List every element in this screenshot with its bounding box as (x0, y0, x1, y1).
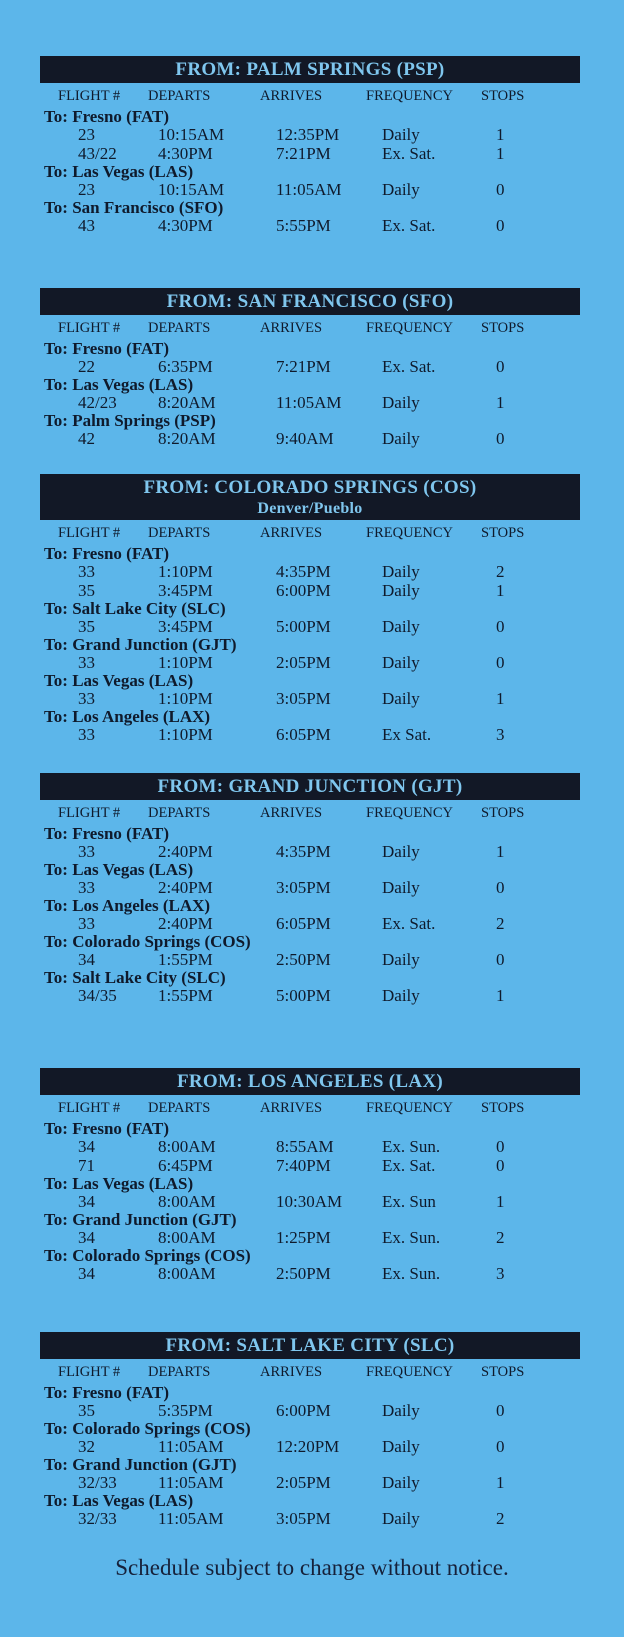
flight-departs: 1:55PM (158, 986, 213, 1005)
flight-frequency: Daily (382, 878, 420, 897)
column-header-stops: STOPS (481, 525, 525, 541)
flight-arrives: 9:40AM (276, 429, 334, 448)
column-header-row (40, 88, 580, 108)
flight-frequency: Daily (382, 429, 420, 448)
flight-stops: 0 (496, 1401, 505, 1420)
schedule-section (40, 56, 580, 235)
flight-arrives: 5:00PM (276, 986, 331, 1005)
flight-departs: 6:45PM (158, 1156, 213, 1175)
schedule-section (40, 1332, 580, 1528)
flight-departs: 11:05AM (158, 1509, 224, 1528)
flight-arrives: 6:05PM (276, 914, 331, 933)
column-header-arrives: ARRIVES (260, 805, 323, 821)
column-header-row (40, 805, 580, 825)
flight-arrives: 7:40PM (276, 1156, 331, 1175)
destination-label: To: Fresno (FAT) (44, 824, 169, 843)
column-header-flight: FLIGHT # (58, 805, 121, 821)
column-header-frequency: FREQUENCY (366, 1364, 454, 1380)
column-header-departs: DEPARTS (148, 320, 211, 336)
section-banner (40, 1332, 580, 1359)
column-header-frequency: FREQUENCY (366, 88, 454, 104)
flight-arrives: 12:20PM (276, 1437, 340, 1456)
flight-stops: 2 (496, 914, 505, 933)
column-header-row (40, 320, 580, 340)
column-header-stops: STOPS (481, 88, 525, 104)
flight-frequency: Ex. Sun. (382, 1228, 441, 1247)
flight-stops: 0 (496, 1156, 505, 1175)
flight-flight: 23 (78, 125, 95, 144)
flight-stops: 0 (496, 429, 505, 448)
section-title: FROM: GRAND JUNCTION (GJT) (157, 776, 463, 797)
flight-row (40, 878, 580, 897)
flight-departs: 11:05AM (158, 1437, 224, 1456)
column-header-row (40, 525, 580, 545)
flight-departs: 8:20AM (158, 393, 216, 412)
flight-departs: 8:00AM (158, 1228, 216, 1247)
flight-departs: 3:45PM (158, 617, 213, 636)
column-header-frequency: FREQUENCY (366, 805, 454, 821)
flight-stops: 0 (496, 617, 505, 636)
flight-departs: 4:30PM (158, 216, 213, 235)
flight-stops: 1 (496, 125, 505, 144)
flight-frequency: Daily (382, 950, 420, 969)
column-header-departs: DEPARTS (148, 525, 211, 541)
flight-flight: 33 (78, 562, 95, 581)
flight-departs: 10:15AM (158, 125, 225, 144)
flight-frequency: Daily (382, 581, 420, 600)
flight-flight: 32 (78, 1437, 95, 1456)
section-title: FROM: SAN FRANCISCO (SFO) (166, 291, 454, 312)
flight-stops: 0 (496, 653, 505, 672)
flight-row (40, 144, 580, 163)
flight-flight: 33 (78, 725, 95, 744)
flight-stops: 1 (496, 144, 505, 163)
flight-arrives: 7:21PM (276, 357, 331, 376)
destination-label: To: Las Vegas (LAS) (44, 162, 194, 181)
destination-label: To: Fresno (FAT) (44, 544, 169, 563)
flight-flight: 71 (78, 1156, 95, 1175)
flight-frequency: Daily (382, 653, 420, 672)
column-header-row (40, 1100, 580, 1120)
flight-frequency: Ex. Sat. (382, 144, 436, 163)
column-header-frequency: FREQUENCY (366, 320, 454, 336)
flight-frequency: Ex. Sat. (382, 914, 436, 933)
flight-arrives: 3:05PM (276, 1509, 331, 1528)
flight-arrives: 2:05PM (276, 1473, 331, 1492)
flight-arrives: 7:21PM (276, 144, 331, 163)
column-header-row (40, 1364, 580, 1384)
flight-arrives: 10:30AM (276, 1192, 343, 1211)
flight-flight: 43 (78, 216, 95, 235)
flight-frequency: Daily (382, 689, 420, 708)
flight-row (40, 1264, 580, 1283)
flight-arrives: 8:55AM (276, 1137, 334, 1156)
flight-departs: 8:20AM (158, 429, 216, 448)
flight-flight: 42 (78, 429, 95, 448)
flight-stops: 2 (496, 562, 505, 581)
flight-frequency: Ex. Sat. (382, 1156, 436, 1175)
flight-arrives: 3:05PM (276, 689, 331, 708)
destination-label: To: Fresno (FAT) (44, 339, 169, 358)
flight-departs: 6:35PM (158, 357, 213, 376)
destination-label: To: San Francisco (SFO) (44, 198, 224, 217)
destination-label: To: Las Vegas (LAS) (44, 1174, 194, 1193)
destination-label: To: Grand Junction (GJT) (44, 1455, 237, 1474)
flight-row (40, 581, 580, 600)
schedule-section (40, 288, 580, 448)
flight-frequency: Ex. Sun (382, 1192, 436, 1211)
flight-stops: 1 (496, 986, 505, 1005)
destination-label: To: Salt Lake City (SLC) (44, 968, 226, 987)
section-banner (40, 773, 580, 800)
destination-label: To: Salt Lake City (SLC) (44, 599, 226, 618)
destination-label: To: Fresno (FAT) (44, 107, 169, 126)
flight-departs: 2:40PM (158, 878, 213, 897)
flight-arrives: 6:00PM (276, 581, 331, 600)
flight-arrives: 2:50PM (276, 1264, 331, 1283)
column-header-departs: DEPARTS (148, 88, 211, 104)
flight-frequency: Daily (382, 617, 420, 636)
flight-row (40, 689, 580, 708)
flight-flight: 33 (78, 689, 95, 708)
flight-frequency: Daily (382, 180, 420, 199)
flight-departs: 1:10PM (158, 562, 213, 581)
column-header-departs: DEPARTS (148, 805, 211, 821)
schedule-section (40, 474, 580, 744)
flight-stops: 2 (496, 1509, 505, 1528)
flight-row (40, 1192, 580, 1211)
flight-arrives: 12:35PM (276, 125, 340, 144)
column-header-flight: FLIGHT # (58, 525, 121, 541)
flight-departs: 8:00AM (158, 1192, 216, 1211)
flight-departs: 2:40PM (158, 842, 213, 861)
flight-arrives: 6:05PM (276, 725, 331, 744)
flight-flight: 34 (78, 950, 95, 969)
destination-label: To: Fresno (FAT) (44, 1383, 169, 1402)
flight-frequency: Ex. Sat. (382, 216, 436, 235)
flight-row (40, 180, 580, 199)
column-header-stops: STOPS (481, 1100, 525, 1116)
flight-arrives: 1:25PM (276, 1228, 331, 1247)
section-title: FROM: SALT LAKE CITY (SLC) (165, 1335, 455, 1356)
column-header-stops: STOPS (481, 320, 525, 336)
flight-frequency: Daily (382, 393, 420, 412)
flight-flight: 33 (78, 653, 95, 672)
column-header-departs: DEPARTS (148, 1364, 211, 1380)
flight-row (40, 125, 580, 144)
flight-row (40, 617, 580, 636)
flight-frequency: Ex Sat. (382, 725, 432, 744)
flight-row (40, 1228, 580, 1247)
destination-label: To: Colorado Springs (COS) (44, 932, 251, 951)
flight-row (40, 216, 580, 235)
flight-frequency: Daily (382, 1401, 420, 1420)
flight-departs: 8:00AM (158, 1264, 216, 1283)
destination-label: To: Las Vegas (LAS) (44, 1491, 194, 1510)
flight-flight: 22 (78, 357, 95, 376)
flight-row (40, 1156, 580, 1175)
column-header-flight: FLIGHT # (58, 1100, 121, 1116)
destination-label: To: Los Angeles (LAX) (44, 707, 211, 726)
destination-label: To: Los Angeles (LAX) (44, 896, 211, 915)
flight-row (40, 653, 580, 672)
destination-label: To: Grand Junction (GJT) (44, 1210, 237, 1229)
flight-arrives: 2:50PM (276, 950, 331, 969)
column-header-arrives: ARRIVES (260, 1364, 323, 1380)
flight-frequency: Ex. Sun. (382, 1264, 441, 1283)
destination-label: To: Colorado Springs (COS) (44, 1246, 251, 1265)
flight-stops: 1 (496, 842, 505, 861)
flight-row (40, 357, 580, 376)
section-title: FROM: LOS ANGELES (LAX) (176, 1071, 444, 1092)
column-header-flight: FLIGHT # (58, 88, 121, 104)
flight-arrives: 4:35PM (276, 562, 331, 581)
flight-stops: 0 (496, 878, 505, 897)
flight-flight: 34/35 (78, 986, 117, 1005)
flight-frequency: Daily (382, 1509, 420, 1528)
section-banner (40, 474, 580, 520)
flight-stops: 1 (496, 1473, 505, 1492)
flight-departs: 3:45PM (158, 581, 213, 600)
flight-departs: 8:00AM (158, 1137, 216, 1156)
column-header-arrives: ARRIVES (260, 88, 323, 104)
destination-label: To: Fresno (FAT) (44, 1119, 169, 1138)
flight-arrives: 6:00PM (276, 1401, 331, 1420)
flight-row (40, 914, 580, 933)
flight-flight: 33 (78, 878, 95, 897)
flight-frequency: Daily (382, 842, 420, 861)
flight-frequency: Daily (382, 562, 420, 581)
flight-arrives: 4:35PM (276, 842, 331, 861)
flight-frequency: Daily (382, 125, 420, 144)
flight-flight: 32/33 (78, 1509, 117, 1528)
destination-label: To: Grand Junction (GJT) (44, 635, 237, 654)
flight-flight: 32/33 (78, 1473, 117, 1492)
column-header-stops: STOPS (481, 1364, 525, 1380)
column-header-arrives: ARRIVES (260, 525, 323, 541)
flight-arrives: 11:05AM (276, 393, 342, 412)
flight-flight: 34 (78, 1264, 95, 1283)
flight-departs: 1:55PM (158, 950, 213, 969)
destination-label: To: Las Vegas (LAS) (44, 375, 194, 394)
flight-row (40, 725, 580, 744)
flight-stops: 1 (496, 393, 505, 412)
flight-stops: 3 (496, 725, 505, 744)
flight-arrives: 5:00PM (276, 617, 331, 636)
flight-flight: 33 (78, 914, 95, 933)
flight-stops: 0 (496, 180, 505, 199)
flight-stops: 0 (496, 216, 505, 235)
flight-frequency: Daily (382, 1437, 420, 1456)
flight-row (40, 986, 580, 1005)
flight-row (40, 429, 580, 448)
flight-arrives: 2:05PM (276, 653, 331, 672)
flight-frequency: Ex. Sat. (382, 357, 436, 376)
flight-departs: 1:10PM (158, 689, 213, 708)
flight-flight: 23 (78, 180, 95, 199)
flight-stops: 0 (496, 1137, 505, 1156)
flight-row (40, 1401, 580, 1420)
flight-stops: 0 (496, 1437, 505, 1456)
flight-row (40, 1437, 580, 1456)
flight-frequency: Daily (382, 1473, 420, 1492)
section-banner (40, 56, 580, 83)
flight-stops: 1 (496, 581, 505, 600)
flight-departs: 1:10PM (158, 725, 213, 744)
section-banner (40, 288, 580, 315)
flight-flight: 34 (78, 1137, 95, 1156)
flight-row (40, 562, 580, 581)
footer-note: Schedule subject to change without notice. (115, 1555, 509, 1580)
column-header-flight: FLIGHT # (58, 320, 121, 336)
flight-arrives: 11:05AM (276, 180, 342, 199)
flight-stops: 2 (496, 1228, 505, 1247)
flight-stops: 1 (496, 1192, 505, 1211)
flight-flight: 43/22 (78, 144, 117, 163)
flight-arrives: 5:55PM (276, 216, 331, 235)
destination-label: To: Las Vegas (LAS) (44, 671, 194, 690)
schedule-section (40, 1068, 580, 1283)
column-header-flight: FLIGHT # (58, 1364, 121, 1380)
flight-stops: 0 (496, 357, 505, 376)
flight-flight: 34 (78, 1228, 95, 1247)
flight-frequency: Daily (382, 986, 420, 1005)
flight-flight: 42/23 (78, 393, 117, 412)
flight-departs: 10:15AM (158, 180, 225, 199)
flight-row (40, 1473, 580, 1492)
column-header-frequency: FREQUENCY (366, 525, 454, 541)
flight-stops: 1 (496, 689, 505, 708)
section-title: FROM: PALM SPRINGS (PSP) (175, 59, 445, 80)
flight-departs: 11:05AM (158, 1473, 224, 1492)
flight-stops: 3 (496, 1264, 505, 1283)
flight-row (40, 842, 580, 861)
destination-label: To: Colorado Springs (COS) (44, 1419, 251, 1438)
flight-flight: 35 (78, 581, 95, 600)
schedule-section (40, 773, 580, 1005)
flight-departs: 4:30PM (158, 144, 213, 163)
flight-stops: 0 (496, 950, 505, 969)
flight-flight: 35 (78, 617, 95, 636)
flight-arrives: 3:05PM (276, 878, 331, 897)
destination-label: To: Palm Springs (PSP) (44, 411, 216, 430)
column-header-frequency: FREQUENCY (366, 1100, 454, 1116)
flight-departs: 2:40PM (158, 914, 213, 933)
flight-flight: 35 (78, 1401, 95, 1420)
column-header-departs: DEPARTS (148, 1100, 211, 1116)
flight-row (40, 1137, 580, 1156)
flight-flight: 33 (78, 842, 95, 861)
section-banner (40, 1068, 580, 1095)
column-header-arrives: ARRIVES (260, 1100, 323, 1116)
section-title: FROM: COLORADO SPRINGS (COS) (143, 477, 477, 498)
section-subtitle: Denver/Pueblo (257, 500, 363, 517)
destination-label: To: Las Vegas (LAS) (44, 860, 194, 879)
flight-departs: 5:35PM (158, 1401, 213, 1420)
column-header-stops: STOPS (481, 805, 525, 821)
flight-flight: 34 (78, 1192, 95, 1211)
flight-row (40, 393, 580, 412)
flight-row (40, 950, 580, 969)
column-header-arrives: ARRIVES (260, 320, 323, 336)
flight-departs: 1:10PM (158, 653, 213, 672)
flight-frequency: Ex. Sun. (382, 1137, 441, 1156)
flight-row (40, 1509, 580, 1528)
